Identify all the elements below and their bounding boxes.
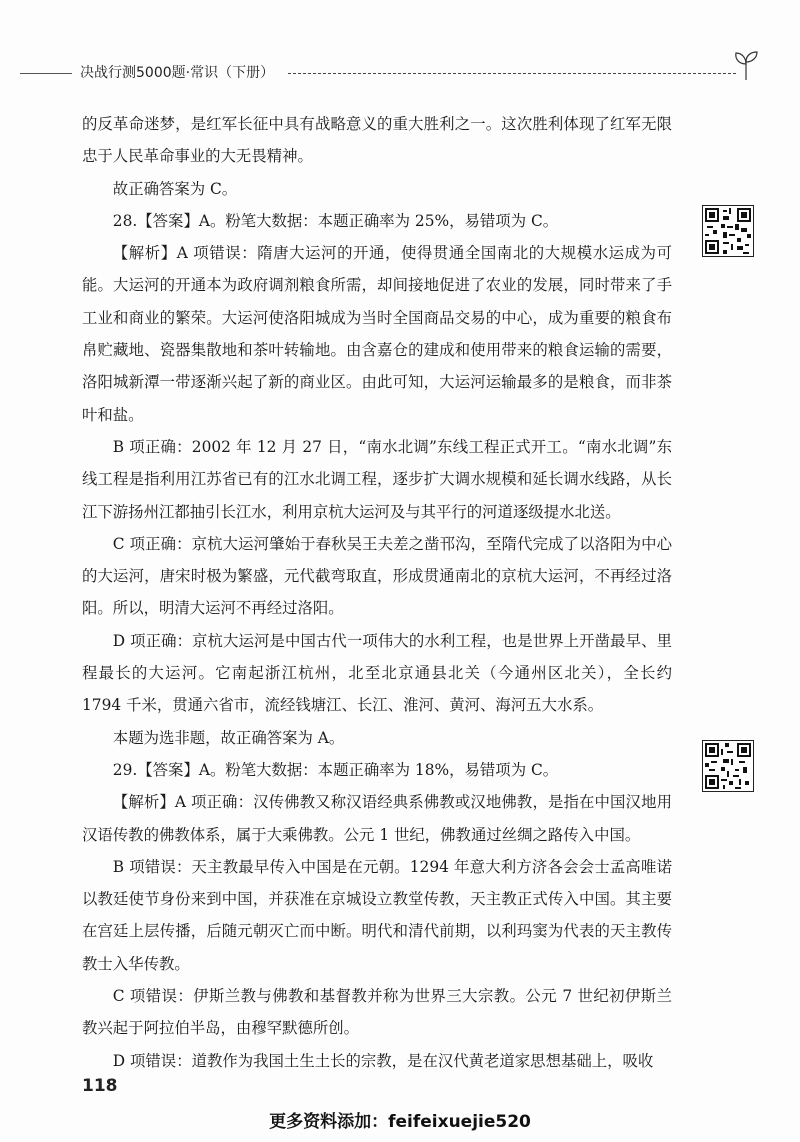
page-number: 118	[82, 1076, 118, 1096]
running-header	[0, 58, 800, 88]
answer-line-q29: 29.【答案】A。粉笔大数据：本题正确率为 18%，易错项为 C。	[112, 760, 559, 779]
paragraph: C 项正确：京杭大运河肇始于春秋吴王夫差之凿邗沟，至隋代完成了以洛阳为中心的大运河，唐宋时极为繁盛，元代截弯取直，形成贯通南北的京杭大运河，不再经过洛阳。所以，明清大运河不再经过洛阳。	[82, 534, 672, 618]
paragraph: B 项正确：2002 年 12 月 27 日，“南水北调”东线工程正式开工。“南水北调”东线工程是指利用江苏省已有的江水北调工程，逐步扩大调水规模和延长调水线路，从长江下游扬州江都抽引长江水，利用京杭大运河及与其平行的河道逐级提水北送。	[82, 437, 672, 521]
answer-explanations	[82, 108, 672, 1077]
paragraph: 【解析】A 项正确：汉传佛教又称汉语经典系佛教或汉地佛教，是指在中国汉地用汉语传教的佛教体系，属于大乘佛教。公元 1 世纪，佛教通过丝绸之路传入中国。	[82, 793, 672, 844]
header-rule-left	[20, 73, 72, 74]
paragraph: 【解析】A 项错误：隋唐大运河的开通，使得贯通全国南北的大规模水运成为可能。大运河的开通本为政府调剂粮食所需，却间接地促进了农业的发展，同时带来了手工业和商业的繁荣。大运河使洛阳城成为当时全国商品交易的中心，成为重要的粮食布帛贮藏地、瓷器集散地和茶叶转输地。由含嘉仓的建成和使用带来的粮食运输的需要，洛阳城新潭一带逐渐兴起了新的商业区。由此可知，大运河运输最多的是粮食，而非茶叶和盐。	[82, 244, 672, 424]
paragraph: B 项错误：天主教最早传入中国是在元朝。1294 年意大利方济各会会士孟高唯诺以教廷使节身份来到中国，并获准在京城设立教堂传教，天主教正式传入中国。其主要在宫廷上层传播，后随元朝灭亡而中断。明代和清代前期，以利玛窦为代表的天主教传教士入华传教。	[82, 857, 672, 973]
answer-line-q28: 28.【答案】A。粉笔大数据：本题正确率为 25%，易错项为 C。	[112, 211, 559, 230]
qr-code-q28[interactable]	[702, 205, 754, 257]
paragraph: 故正确答案为 C。	[112, 179, 238, 198]
header-title: 决战行测5000题·常识（下册）	[80, 65, 275, 81]
paragraph: D 项正确：京杭大运河是中国古代一项伟大的水利工程，也是世界上开凿最早、里程最长的大运河。它南起浙江杭州，北至北京通县北关（今通州区北关），全长约 1794 千米，贯通六省市，流经钱塘江、长江、淮河、黄河、海河五大水系。	[82, 631, 672, 715]
paragraph: C 项错误：伊斯兰教与佛教和基督教并称为世界三大宗教。公元 7 世纪初伊斯兰教兴起于阿拉伯半岛，由穆罕默德所创。	[82, 987, 672, 1038]
header-rule-right	[288, 73, 736, 74]
footer-note: 更多资料添加：feifeixuejie520	[269, 1112, 531, 1132]
qr-code-q29[interactable]	[702, 740, 754, 792]
qr-code-icon	[703, 741, 753, 791]
paragraph: D 项错误：道教作为我国土生土长的宗教，是在汉代黄老道家思想基础上，吸收	[112, 1051, 654, 1070]
qr-code-icon	[703, 206, 753, 256]
paragraph: 的反革命迷梦，是红军长征中具有战略意义的重大胜利之一。这次胜利体现了红军无限忠于人民革命事业的大无畏精神。	[82, 115, 672, 166]
paragraph: 本题为选非题，故正确答案为 A。	[112, 728, 345, 747]
sprout-icon	[732, 50, 760, 80]
